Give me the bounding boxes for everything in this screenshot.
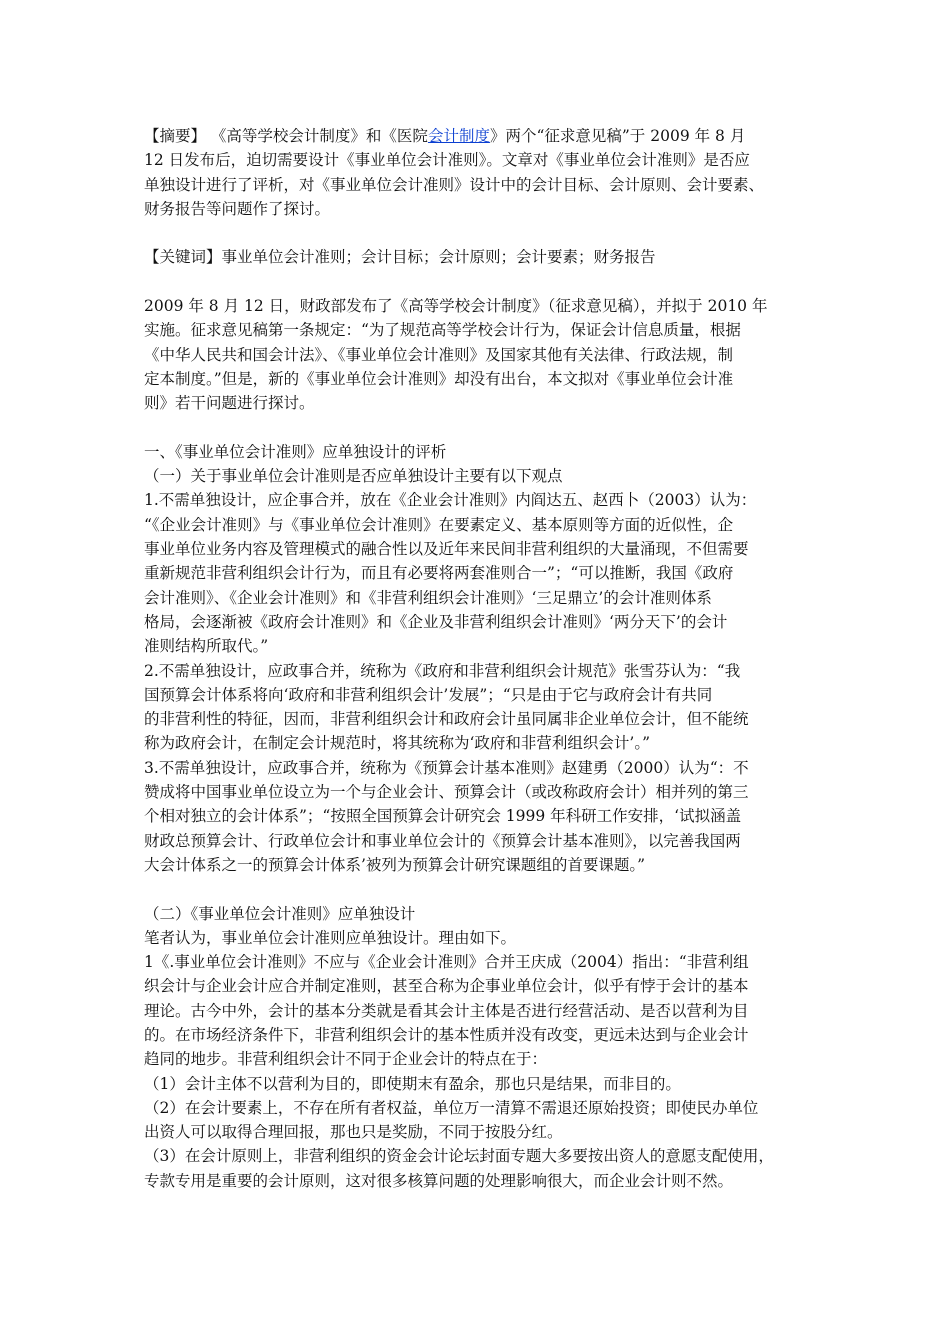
keywords-line: 【关键词】事业单位会计准则；会计目标；会计原则；会计要素；财务报告 xyxy=(144,248,656,267)
body-line: 财政总预算会计、行政单位会计和事业单位会计的《预算会计基本准则》，以完善我国两 xyxy=(144,831,741,850)
body-line: 理论。古今中外，会计的基本分类就是看其会计主体是否进行经营活动、是否以营利为目 xyxy=(144,1001,749,1020)
body-line: 笔者认为，事业单位会计准则应单独设计。理由如下。 xyxy=(144,928,517,947)
abstract-line: 财务报告等问题作了探讨。 xyxy=(144,199,331,218)
body-line: 2.不需单独设计，应政事合并，统称为《政府和非营利组织会计规范》张雪芬认为：“我 xyxy=(144,661,741,680)
body-line: 趋同的地步。非营利组织会计不同于企业会计的特点在于： xyxy=(144,1050,548,1069)
paragraph-gap xyxy=(144,877,824,901)
body-line: 1《.事业单位会计准则》不应与《企业会计准则》合并王庆成（2004）指出：“非营利组 xyxy=(144,953,749,972)
intro-line: 实施。征求意见稿第一条规定：“为了规范高等学校会计行为，保证会计信息质量，根据 xyxy=(144,321,741,340)
body-line: 3.不需单独设计，应政事合并，统称为《预算会计基本准则》赵建勇（2000）认为“：不 xyxy=(144,758,749,777)
body-line: 1.不需单独设计，应企事合并，放在《企业会计准则》内阎达五、赵西卜（2003）认为： xyxy=(144,491,757,510)
body-line: （2）在会计要素上，不存在所有者权益，单位万一清算不需退还原始投资；即使民办单位 xyxy=(144,1098,759,1117)
intro-line: 《中华人民共和国会计法》、《事业单位会计准则》及国家其他有关法律、行政法规，制 xyxy=(144,345,734,364)
body-line: （3）在会计原则上，非营利组织的资金会计论坛封面专题大多要按出资人的意愿支配使用， xyxy=(144,1147,774,1166)
body-line: 的非营利性的特征，因而，非营利组织会计和政府会计虽同属非企业单位会计，但不能统 xyxy=(144,710,749,729)
body-line: 个相对独立的会计体系”；“按照全国预算会计研究会 1999 年科研工作安排，‘试拟涵盖 xyxy=(144,807,742,826)
paragraph-gap xyxy=(144,416,824,440)
subsection-heading: （二）《事业单位会计准则》应单独设计 xyxy=(144,904,416,923)
body-line: 会计准则》、《企业会计准则》和《非营利组织会计准则》‘三足鼎立’的会计准则体系 xyxy=(144,588,712,607)
body-line: 的。在市场经济条件下，非营利组织会计的基本性质并没有改变，更远未达到与企业会计 xyxy=(144,1025,749,1044)
intro-line: 则》若干问题进行探讨。 xyxy=(144,394,315,413)
abstract-line: 单独设计进行了评析，对《事业单位会计准则》设计中的会计目标、会计原则、会计要素、 xyxy=(144,175,765,194)
body-line: 赞成将中国事业单位设立为一个与企业会计、预算会计（或改称政府会计）相并列的第三 xyxy=(144,783,749,802)
body-line: 国预算会计体系将向‘政府和非营利组织会计’发展”；“只是由于它与政府会计有共同 xyxy=(144,685,713,704)
subsection-heading: （一）关于事业单位会计准则是否应单独设计主要有以下观点 xyxy=(144,467,563,486)
body-line: 称为政府会计，在制定会计规范时，将其统称为‘政府和非营利组织会计’。” xyxy=(144,734,651,753)
body-line: “《企业会计准则》与《事业单位会计准则》在要素定义、基本原则等方面的近似性，企 xyxy=(144,515,734,534)
section-heading: 一、《事业单位会计准则》应单独设计的评析 xyxy=(144,442,447,461)
accounting-system-link[interactable]: 会计制度 xyxy=(427,127,490,145)
intro-line: 定本制度。”但是，新的《事业单位会计准则》却没有出台，本文拟对《事业单位会计准 xyxy=(144,369,734,388)
body-line: 事业单位业务内容及管理模式的融合性以及近年来民间非营利组织的大量涌现，不但需要 xyxy=(144,540,749,559)
paragraph-gap xyxy=(144,270,824,294)
abstract-text-start: 【摘要】 《高等学校会计制度》和《医院 xyxy=(144,127,428,145)
abstract-first-line xyxy=(144,124,824,148)
paragraph-gap xyxy=(144,221,824,245)
body-line: 专款专用是重要的会计原则，这对很多核算问题的处理影响很大，而企业会计则不然。 xyxy=(144,1171,734,1190)
abstract-text-end: 》两个“征求意见稿”于 2009 年 8 月 xyxy=(489,127,746,145)
body-line: 重新规范非营利组织会计行为，而且有必要将两套准则合一”；“可以推断，我国《政府 xyxy=(144,564,734,583)
abstract-line: 12 日发布后，迫切需要设计《事业单位会计准则》。文章对《事业单位会计准则》是否应 xyxy=(144,151,750,170)
body-line: 大会计体系之一的预算会计体系’被列为预算会计研究课题组的首要课题。” xyxy=(144,855,646,874)
body-line: （1）会计主体不以营利为目的，即使期末有盈余，那也只是结果，而非目的。 xyxy=(144,1074,681,1093)
body-line: 出资人可以取得合理回报，那也只是奖励，不同于按股分红。 xyxy=(144,1123,563,1142)
article-body xyxy=(144,124,824,1193)
body-line: 织会计与企业会计应合并制定准则，甚至合称为企事业单位会计，似乎有悖于会计的基本 xyxy=(144,977,749,996)
body-line: 准则结构所取代。” xyxy=(144,637,269,656)
intro-line: 2009 年 8 月 12 日，财政部发布了《高等学校会计制度》（征求意见稿），并拟于 2010 年 xyxy=(144,297,768,316)
body-line: 格局，会逐渐被《政府会计准则》和《企业及非营利组织会计准则》‘两分天下’的会计 xyxy=(144,612,728,631)
